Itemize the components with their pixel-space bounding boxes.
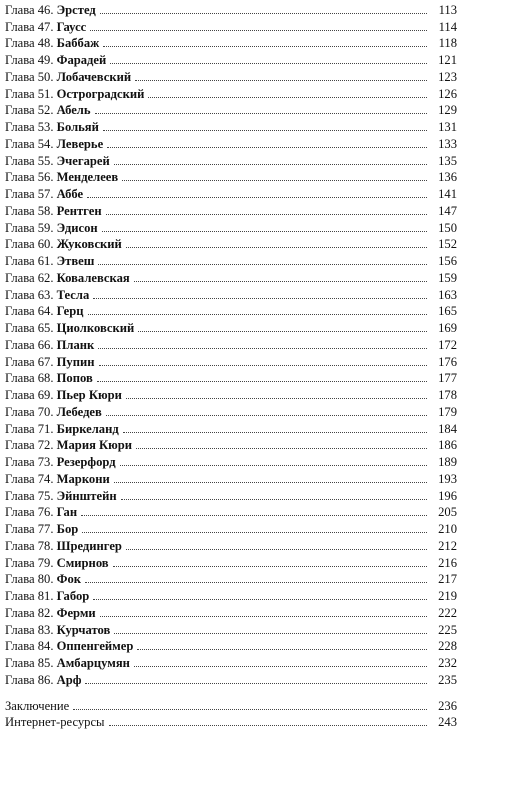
chapter-number: Глава 68. <box>5 371 54 386</box>
page-number: 225 <box>438 622 457 637</box>
page-number: 135 <box>438 153 457 168</box>
dot-leader <box>126 549 427 550</box>
entry-title: Абель <box>56 103 91 118</box>
page-number: 243 <box>438 715 457 730</box>
entry-label <box>5 170 118 184</box>
toc-entry[interactable] <box>5 201 457 218</box>
entry-label <box>5 589 89 603</box>
entry-title: Фарадей <box>56 53 107 67</box>
entry-title: Эйнштейн <box>56 488 117 503</box>
toc-entry[interactable] <box>5 553 457 570</box>
toc-entry[interactable] <box>5 168 457 185</box>
entry-label <box>5 304 84 318</box>
page-number: 176 <box>438 354 457 369</box>
chapter-number: Глава 72. <box>5 438 54 453</box>
chapter-number: Глава 86. <box>5 672 54 687</box>
toc-entry[interactable] <box>5 469 457 486</box>
entry-title: Биркеланд <box>56 421 119 436</box>
dot-leader <box>148 97 427 98</box>
page-number: 126 <box>438 86 457 101</box>
chapter-number: Глава 75. <box>5 488 54 503</box>
page-number: 222 <box>438 605 457 620</box>
dot-leader <box>93 599 427 600</box>
page-number: 121 <box>438 53 457 67</box>
page-number: 212 <box>438 538 457 553</box>
entry-title: Амбарцумян <box>56 656 130 670</box>
chapter-number: Глава 77. <box>5 522 54 536</box>
chapter-number: Глава 66. <box>5 337 54 352</box>
entry-label <box>5 522 78 536</box>
dot-leader <box>102 231 427 232</box>
toc-entry[interactable] <box>5 184 457 201</box>
entry-label <box>5 87 144 101</box>
dot-leader <box>114 633 427 634</box>
dot-leader <box>126 398 427 399</box>
entry-title: Ковалевская <box>56 270 130 285</box>
dot-leader <box>110 63 427 64</box>
chapter-number: Глава 83. <box>5 622 54 637</box>
entry-title: Шредингер <box>56 538 122 553</box>
dot-leader <box>103 130 427 131</box>
dot-leader <box>99 365 428 366</box>
entry-title: Мария Кюри <box>56 438 133 453</box>
chapter-number: Глава 67. <box>5 354 54 369</box>
entry-title: Больяй <box>56 120 99 134</box>
toc-entry[interactable] <box>5 503 457 520</box>
toc-entry[interactable] <box>5 335 457 352</box>
entry-label <box>5 371 93 385</box>
entry-label <box>5 623 110 637</box>
entry-label <box>5 204 102 218</box>
toc-entry[interactable] <box>5 134 457 151</box>
dot-leader <box>122 180 427 181</box>
chapter-number: Глава 74. <box>5 471 54 486</box>
extras-list <box>5 696 457 730</box>
page-number: 156 <box>438 254 457 268</box>
toc-entry[interactable] <box>5 713 457 730</box>
toc-entry[interactable] <box>5 117 457 134</box>
page-number: 210 <box>438 522 457 536</box>
page-number: 133 <box>438 136 457 151</box>
entry-title: Смирнов <box>56 555 109 570</box>
chapter-number: Глава 79. <box>5 555 54 570</box>
toc-entry[interactable] <box>5 653 457 670</box>
dot-leader <box>73 709 427 710</box>
entry-label <box>5 237 122 251</box>
entry-title: Лебедев <box>56 404 102 419</box>
entry-title: Эдисон <box>56 220 98 235</box>
entry-label <box>5 103 91 117</box>
toc-entry[interactable] <box>5 586 457 603</box>
page-number: 179 <box>438 404 457 419</box>
entry-label <box>5 505 77 519</box>
chapter-number: Глава 69. <box>5 388 54 402</box>
entry-label <box>5 36 99 50</box>
chapter-number: Глава 50. <box>5 69 54 84</box>
entry-label <box>5 3 96 17</box>
toc-entry[interactable] <box>5 519 457 536</box>
chapter-number: Глава 71. <box>5 421 54 436</box>
dot-leader <box>114 482 427 483</box>
dot-leader <box>134 666 427 667</box>
toc-entry[interactable] <box>5 670 457 687</box>
dot-leader <box>103 46 427 47</box>
toc-entry[interactable] <box>5 50 457 67</box>
entry-title: Тесла <box>56 287 90 302</box>
entry-title: Резерфорд <box>56 455 116 469</box>
entry-label <box>5 572 81 586</box>
dot-leader <box>137 649 427 650</box>
chapter-number: Глава 65. <box>5 321 54 335</box>
page-number: 169 <box>438 321 457 335</box>
entry-label <box>5 699 69 713</box>
dot-leader <box>138 331 427 332</box>
page-number: 129 <box>438 103 457 118</box>
chapter-number: Глава 78. <box>5 538 54 553</box>
toc-entry[interactable] <box>5 302 457 319</box>
entry-title: Планк <box>56 337 95 352</box>
page-number: 131 <box>438 120 457 134</box>
dot-leader <box>106 214 427 215</box>
entry-label <box>5 187 83 201</box>
toc-entry[interactable] <box>5 369 457 386</box>
chapter-list <box>5 0 457 687</box>
chapter-number: Глава 85. <box>5 656 54 670</box>
chapter-number: Глава 57. <box>5 187 54 201</box>
page-number: 219 <box>438 589 457 603</box>
entry-title: Пьер Кюри <box>56 388 122 402</box>
entry-title: Рентген <box>56 203 102 218</box>
page-number: 163 <box>438 287 457 302</box>
entry-label <box>5 388 122 402</box>
toc-entry[interactable] <box>5 452 457 469</box>
toc-entry[interactable] <box>5 436 457 453</box>
chapter-number: Глава 51. <box>5 86 54 101</box>
dot-leader <box>120 465 427 466</box>
chapter-number: Глава 62. <box>5 270 54 285</box>
toc-entry[interactable] <box>5 637 457 654</box>
toc-entry[interactable] <box>5 151 457 168</box>
entry-label <box>5 53 106 67</box>
page-number: 228 <box>438 639 457 654</box>
dot-leader <box>85 683 427 684</box>
entry-label <box>5 120 99 134</box>
toc-entry[interactable] <box>5 67 457 84</box>
dot-leader <box>107 147 427 148</box>
dot-leader <box>97 381 427 382</box>
page-number: 236 <box>438 698 457 713</box>
section-gap <box>5 687 457 696</box>
dot-leader <box>98 348 427 349</box>
entry-title: Попов <box>56 371 93 386</box>
dot-leader <box>85 582 427 583</box>
dot-leader <box>82 532 427 533</box>
dot-leader <box>90 30 427 31</box>
dot-leader <box>106 415 427 416</box>
chapter-number: Глава 53. <box>5 120 54 134</box>
chapter-number: Глава 84. <box>5 639 54 654</box>
entry-title: Герц <box>56 304 84 319</box>
entry-label <box>5 405 102 419</box>
entry-label <box>5 355 95 369</box>
toc-entry[interactable] <box>5 696 457 713</box>
chapter-number: Глава 49. <box>5 53 54 67</box>
dot-leader <box>87 197 427 198</box>
entry-title: Заключение <box>5 698 70 713</box>
entry-label <box>5 639 133 653</box>
entry-title: Пупин <box>56 354 95 369</box>
toc-entry[interactable] <box>5 419 457 436</box>
page-number: 141 <box>438 187 457 201</box>
entry-label <box>5 539 122 553</box>
chapter-number: Глава 80. <box>5 572 54 587</box>
entry-label <box>5 438 132 452</box>
toc-entry[interactable] <box>5 318 457 335</box>
entry-label <box>5 137 103 151</box>
dot-leader <box>126 247 427 248</box>
page-number: 172 <box>438 337 457 352</box>
toc-entry[interactable] <box>5 285 457 302</box>
dot-leader <box>113 566 427 567</box>
dot-leader <box>121 499 427 500</box>
entry-label <box>5 673 81 687</box>
entry-title: Фок <box>56 572 81 587</box>
dot-leader <box>114 164 427 165</box>
entry-label <box>5 656 130 670</box>
entry-title: Арф <box>56 672 82 687</box>
page-number: 113 <box>438 2 457 17</box>
entry-title: Габор <box>56 589 90 603</box>
entry-label <box>5 422 119 436</box>
page-number: 186 <box>438 438 457 453</box>
entry-title: Курчатов <box>56 622 111 637</box>
page-number: 159 <box>438 270 457 285</box>
toc-entry[interactable] <box>5 251 457 268</box>
page-number: 205 <box>438 505 457 520</box>
entry-title: Эрстед <box>56 2 96 17</box>
page-number: 235 <box>438 672 457 687</box>
toc-entry[interactable] <box>5 0 457 17</box>
toc-entry[interactable] <box>5 620 457 637</box>
entry-title: Этвеш <box>56 254 95 268</box>
dot-leader <box>81 515 427 516</box>
dot-leader <box>136 448 427 449</box>
entry-label <box>5 606 96 620</box>
entry-title: Циолковский <box>56 321 135 335</box>
toc-entry[interactable] <box>5 101 457 118</box>
entry-label <box>5 556 109 570</box>
dot-leader <box>134 281 427 282</box>
entry-label <box>5 455 116 469</box>
chapter-number: Глава 46. <box>5 2 54 17</box>
chapter-number: Глава 82. <box>5 605 54 620</box>
dot-leader <box>98 264 427 265</box>
chapter-number: Глава 81. <box>5 589 54 603</box>
entry-label <box>5 489 117 503</box>
entry-label <box>5 472 110 486</box>
table-of-contents <box>5 0 457 729</box>
entry-title: Ферми <box>56 605 96 620</box>
page-number: 114 <box>438 19 457 34</box>
toc-entry[interactable] <box>5 603 457 620</box>
entry-label <box>5 154 110 168</box>
toc-entry[interactable] <box>5 486 457 503</box>
entry-title: Менделеев <box>56 170 119 185</box>
page-number: 177 <box>438 371 457 386</box>
entry-label <box>5 271 130 285</box>
entry-label <box>5 221 98 235</box>
toc-entry[interactable] <box>5 235 457 252</box>
toc-entry[interactable] <box>5 570 457 587</box>
dot-leader <box>100 616 427 617</box>
dot-leader <box>135 80 427 81</box>
chapter-number: Глава 70. <box>5 404 54 419</box>
entry-title: Эчегарей <box>56 153 110 168</box>
toc-entry[interactable] <box>5 34 457 51</box>
page-number: 152 <box>438 237 457 252</box>
page-number: 118 <box>438 36 457 51</box>
page-number: 178 <box>438 388 457 402</box>
toc-entry[interactable] <box>5 268 457 285</box>
chapter-number: Глава 61. <box>5 254 54 268</box>
dot-leader <box>100 13 427 14</box>
chapter-number: Глава 48. <box>5 36 54 51</box>
chapter-number: Глава 60. <box>5 237 54 252</box>
page-number: 216 <box>438 555 457 570</box>
dot-leader <box>123 432 427 433</box>
page-number: 165 <box>438 304 457 319</box>
entry-title: Жуковский <box>56 237 122 252</box>
page-number: 196 <box>438 488 457 503</box>
entry-label <box>5 338 94 352</box>
entry-title: Остроградский <box>56 86 145 101</box>
page-number: 136 <box>438 170 457 185</box>
entry-title: Лобачевский <box>56 69 132 84</box>
toc-entry[interactable] <box>5 352 457 369</box>
chapter-number: Глава 52. <box>5 103 54 118</box>
toc-entry[interactable] <box>5 17 457 34</box>
toc-entry[interactable] <box>5 218 457 235</box>
page-number: 150 <box>438 220 457 235</box>
toc-entry[interactable] <box>5 84 457 101</box>
page-number: 147 <box>438 203 457 218</box>
page-number: 232 <box>438 656 457 670</box>
entry-label <box>5 254 94 268</box>
toc-entry[interactable] <box>5 385 457 402</box>
page-number: 184 <box>438 421 457 436</box>
chapter-number: Глава 63. <box>5 287 54 302</box>
chapter-number: Глава 64. <box>5 304 54 319</box>
entry-label <box>5 321 134 335</box>
entry-title: Оппенгеймер <box>56 639 134 654</box>
page-number: 123 <box>438 69 457 84</box>
entry-title: Леверье <box>56 136 104 151</box>
page-number: 217 <box>438 572 457 587</box>
chapter-number: Глава 56. <box>5 170 54 185</box>
entry-label <box>5 70 131 84</box>
page-number: 189 <box>438 455 457 469</box>
entry-label <box>5 288 89 302</box>
chapter-number: Глава 59. <box>5 220 54 235</box>
entry-title: Маркони <box>56 471 110 486</box>
chapter-number: Глава 76. <box>5 505 54 520</box>
dot-leader <box>95 113 427 114</box>
entry-title: Аббе <box>56 187 84 201</box>
chapter-number: Глава 54. <box>5 136 54 151</box>
entry-label <box>5 20 86 34</box>
entry-label <box>5 715 105 729</box>
entry-title: Интернет-ресурсы <box>5 715 105 730</box>
entry-title: Ган <box>56 505 78 520</box>
chapter-number: Глава 73. <box>5 455 54 469</box>
toc-entry[interactable] <box>5 402 457 419</box>
dot-leader <box>109 725 427 726</box>
dot-leader <box>88 314 427 315</box>
page-number: 193 <box>438 471 457 486</box>
entry-title: Баббаж <box>56 36 100 51</box>
entry-title: Бор <box>56 522 79 536</box>
entry-title: Гаусс <box>56 19 87 34</box>
dot-leader <box>93 298 427 299</box>
chapter-number: Глава 47. <box>5 19 54 34</box>
chapter-number: Глава 55. <box>5 153 54 168</box>
toc-entry[interactable] <box>5 536 457 553</box>
chapter-number: Глава 58. <box>5 203 54 218</box>
